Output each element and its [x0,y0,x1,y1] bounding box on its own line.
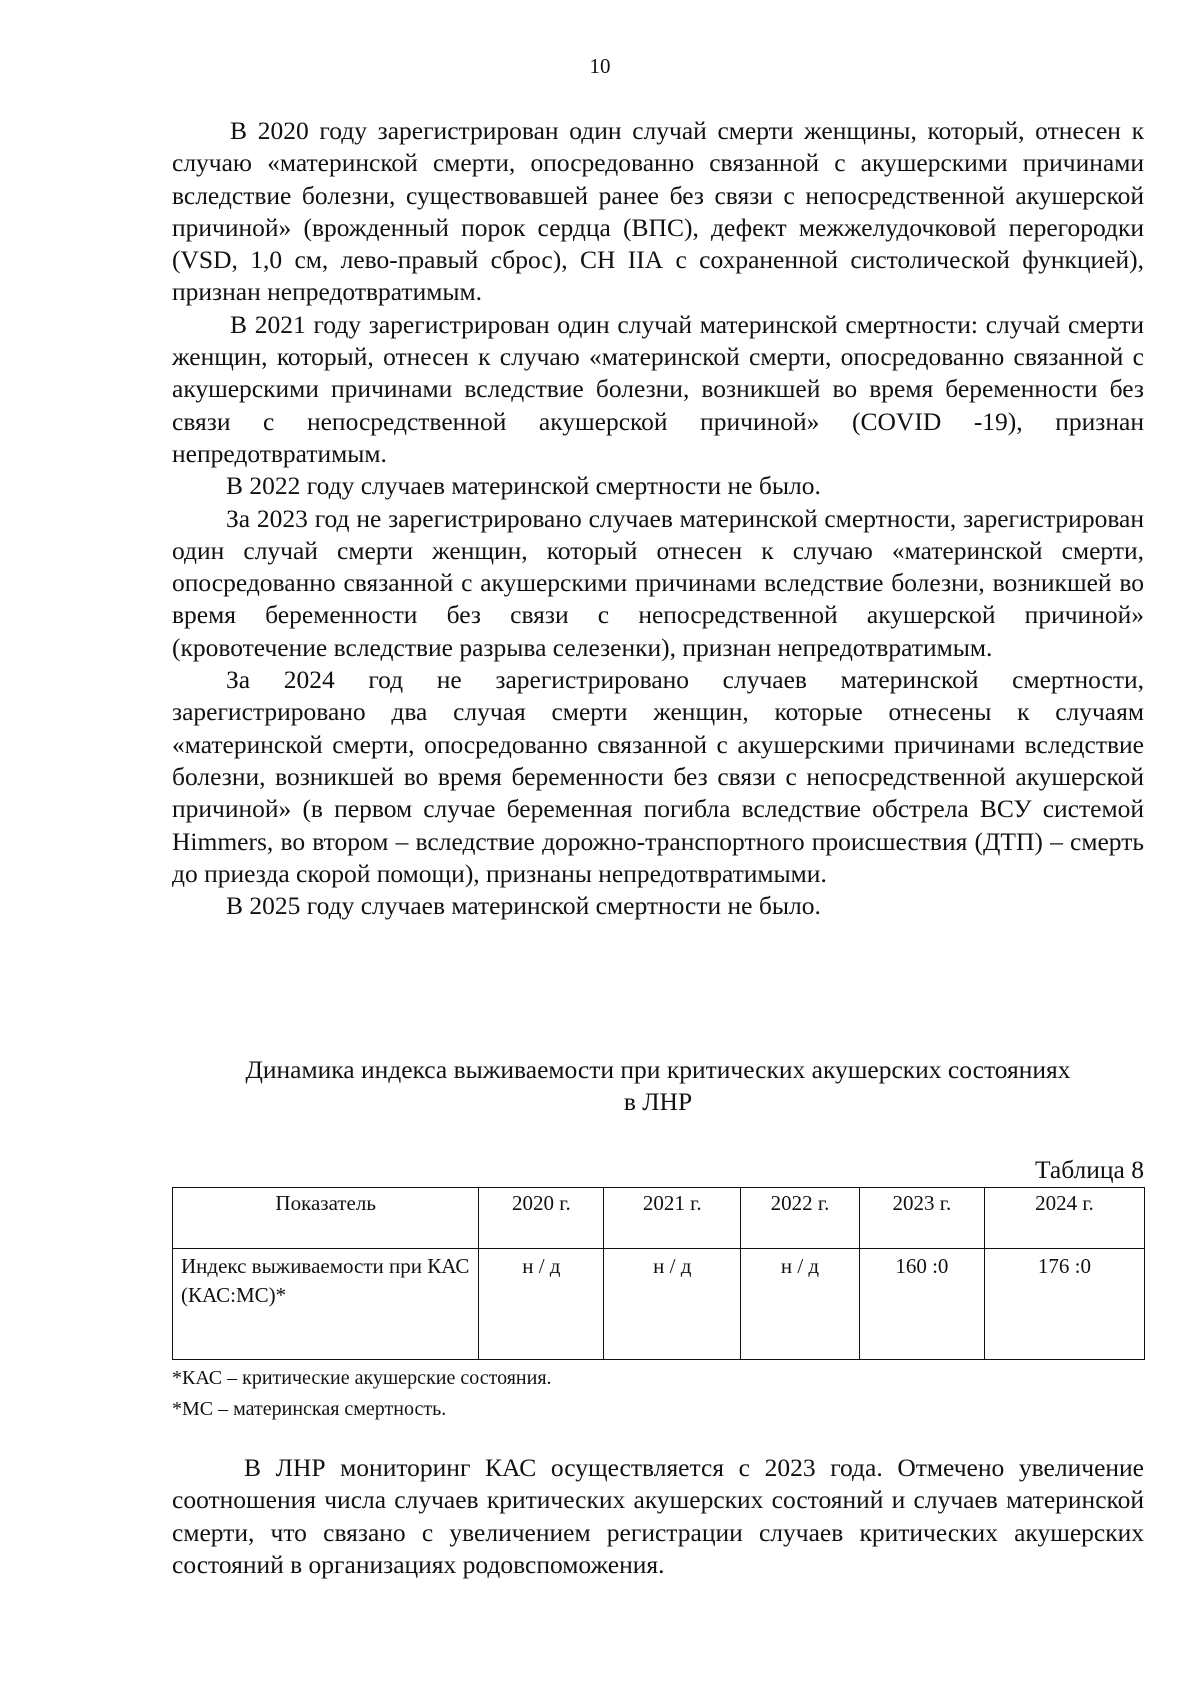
table-footnotes [172,1363,552,1425]
paragraph-2020: В 2020 году зарегистрирован один случай смерти женщины, который, отнесен к случаю «материнской смерти, опосредованно связанной с акушерскими причинами вследствие болезни, существовавшей ранее без связи с непосредственной акушерской причиной» (врожденный порок сердца (ВПС), дефект межжелудочковой перегородки (VSD, 1,0 см, лево-правый сброс), СН IIА с сохраненной систолической функцией), признан непредотвратимым. [172,116,1144,307]
paragraph-2021: В 2021 году зарегистрирован один случай материнской смертности: случай смерти женщин, который, отнесен к случаю «материнской смерти, опосредованно связанной с акушерскими причинами вследствие болезни, возникшей во время беременности без связи с непосредственной акушерской причиной» (COVID -19), признан непредотвратимым. [172,309,1144,468]
paragraph-2023: За 2023 год не зарегистрировано случаев материнской смертности, зарегистрирован один случай смерти женщин, который отнесен к случаю «материнской смерти, опосредованно связанной с акушерскими причинами вследствие болезни, возникшей во время беременности без связи с непосредственной акушерской причиной» (кровотечение вследствие разрыва селезенки), признан непредотвратимым. [172,503,1144,662]
header-2020: 2020 г. [479,1188,604,1249]
table-caption-line-2: в ЛНР [623,1087,693,1117]
header-2021: 2021 г. [604,1188,741,1249]
table-row [173,1249,1145,1360]
paragraph-2025: В 2025 году случаев материнской смертности не было. [226,891,821,921]
survival-index-table [172,1187,1145,1360]
paragraph-2022: В 2022 году случаев материнской смертности не было. [226,471,821,501]
header-indicator: Показатель [173,1188,479,1249]
footnote-ms: *МС – материнская смертность. [172,1398,447,1420]
value-2023: 160 :0 [859,1249,984,1360]
header-2022: 2022 г. [741,1188,860,1249]
table-label: Таблица 8 [1034,1155,1144,1184]
paragraph-2024: За 2024 год не зарегистрировано случаев материнской смертности, зарегистрировано два случая смерти женщин, которые отнесены к случаям «материнской смерти, опосредованно связанной с акушерскими причинами вследствие болезни, возникшей во время беременности без связи с непосредственной акушерской причиной» (в первом случае беременная погибла вследствие обстрела ВСУ системой Himmers, во втором – вследствие дорожно-транспортного происшествия (ДТП) – смерть до приезда скорой помощи), признаны непредотвратимыми. [172,665,1144,888]
value-2021: н / д [604,1249,741,1360]
footnote-kas: *КАС – критические акушерские состояния. [172,1367,552,1389]
header-2023: 2023 г. [859,1188,984,1249]
conclusion-text [172,1452,1144,1581]
main-text [172,115,1144,922]
table-caption-line-1: Динамика индекса выживаемости при критических акушерских состояниях [245,1055,1071,1084]
conclusion-paragraph: В ЛНР мониторинг КАС осуществляется с 2023 года. Отмечено увеличение соотношения числа случаев критических акушерских состояний и случаев материнской смерти, что связано с увеличением регистрации случаев критических акушерских состояний в организациях родовспоможения. [172,1453,1144,1579]
page-number: 10 [589,54,611,78]
table-header-row [173,1188,1145,1249]
header-2024: 2024 г. [984,1188,1144,1249]
row-label: Индекс выживаемости при КАС (КАС:МС)* [173,1249,479,1360]
value-2022: н / д [741,1249,860,1360]
value-2020: н / д [479,1249,604,1360]
value-2024: 176 :0 [984,1249,1144,1360]
table-caption [172,1054,1144,1119]
